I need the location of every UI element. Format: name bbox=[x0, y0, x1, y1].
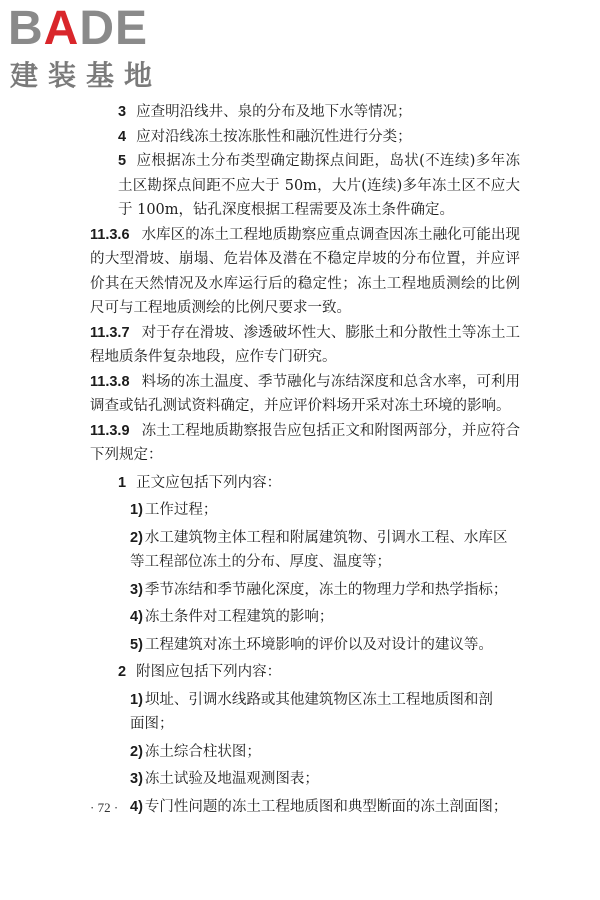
sub-item: 3) 季节冻结和季节融化深度，冻土的物理力学和热学指标； bbox=[130, 581, 508, 598]
clause-11-3-7: 11.3.7 对于存在滑坡、渗透破坏性大、膨胀土和分散性土等冻土工程地质条件复杂地段，应作专门研究。 bbox=[90, 324, 520, 365]
sub-item: 2) 冻土综合柱状图； bbox=[130, 743, 261, 760]
clause-11-3-9: 11.3.9 冻土工程地质勘察报告应包括正文和附图两部分，并应符合下列规定： bbox=[90, 422, 520, 463]
clause-11-3-6: 11.3.6 水库区的冻土工程地质勘察应重点调查因冻土融化可能出现的大型滑坡、崩塌、危岩体及潜在不稳定岸坡的分布位置，并应评价其在天然情况及水库运行后的稳定性；冻土工程地质测绘的比例尺可与工程地质测绘的比例尺要求一致。 bbox=[90, 226, 520, 316]
sub-item-continuation: 等工程部位冻土的分布、厚度、温度等； bbox=[130, 554, 391, 570]
sub-item: 4) 专门性问题的冻土工程地质图和典型断面的冻土剖面图； bbox=[130, 798, 508, 815]
sub-item-continuation: 面图； bbox=[130, 716, 174, 732]
page-number: · 72 · bbox=[90, 800, 119, 815]
list-item: 4 应对沿线冻土按冻胀性和融沉性进行分类； bbox=[118, 128, 412, 145]
report-part-text: 1 正文应包括下列内容： bbox=[118, 474, 282, 491]
report-part-figures: 2 附图应包括下列内容： bbox=[118, 664, 282, 680]
logo-subtitle: 建装基地 bbox=[10, 59, 163, 92]
sub-item: 2) 水工建筑物主体工程和附属建筑物、引调水工程、水库区 bbox=[130, 529, 508, 546]
sub-item: 5) 工程建筑对冻土环境影响的评价以及对设计的建议等。 bbox=[130, 636, 493, 653]
sub-item: 3) 冻土试验及地温观测图表； bbox=[130, 771, 319, 787]
sub-item: 1) 坝址、引调水线路或其他建筑物区冻土工程地质图和剖 bbox=[130, 691, 493, 708]
bade-logo bbox=[8, 4, 178, 96]
list-item: 5 应根据冻土分布类型确定勘探点间距，岛状(不连续)多年冻土区勘探点间距不应大于 50m，大片(连续)多年冻土区不应大于 100m，钻孔深度根据工程需要及冻土条件确定。 bbox=[118, 153, 520, 218]
list-item: 3 应查明沿线井、泉的分布及地下水等情况； bbox=[118, 104, 412, 120]
clause-11-3-8: 11.3.8 料场的冻土温度、季节融化与冻结深度和总含水率，可利用调查或钻孔测试资料确定，并应评价料场开采对冻土环境的影响。 bbox=[90, 373, 520, 414]
document-body bbox=[90, 100, 520, 819]
sub-item: 4) 冻土条件对工程建筑的影响； bbox=[130, 609, 334, 625]
sub-item: 1) 工作过程； bbox=[130, 502, 218, 518]
logo-brand: BADE bbox=[8, 2, 149, 55]
